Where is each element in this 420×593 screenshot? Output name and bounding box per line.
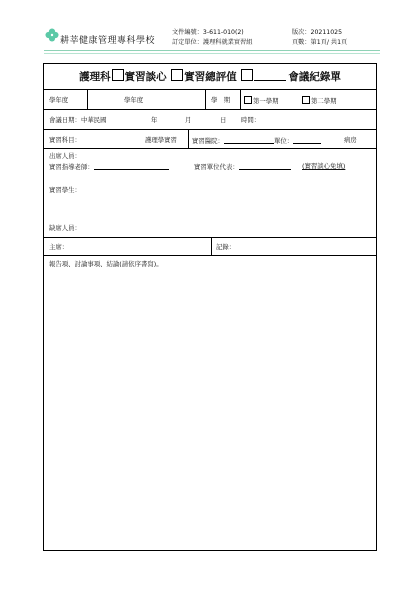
issuing-unit: 訂定單位：護理科就業實習組 xyxy=(172,39,253,46)
doc-meta-left xyxy=(172,28,252,48)
doc-number: 文件編號：3-611-010(2) xyxy=(172,29,244,36)
day-unit: 日 xyxy=(220,116,227,124)
document-header xyxy=(0,0,420,60)
doc-pages: 頁數：第1頁/ 共1頁 xyxy=(292,39,348,46)
attendees-block xyxy=(44,149,376,238)
unit-label: 單位： xyxy=(273,137,294,145)
students-label: 實習學生： xyxy=(49,186,81,194)
header-divider-light xyxy=(44,53,380,54)
report-label: 報告項、討論事項、結論(請依序書寫)。 xyxy=(49,260,163,268)
semester-option-second[interactable] xyxy=(302,96,337,105)
cell-divider xyxy=(188,130,189,148)
second-semester-label: 第二學期 xyxy=(311,97,337,105)
subject-row xyxy=(44,130,376,149)
meeting-date-row xyxy=(44,110,376,130)
unit-rep-field xyxy=(194,162,291,171)
title-record: 會議紀錄單 xyxy=(288,71,341,83)
cell-divider xyxy=(211,238,212,255)
title-blank[interactable] xyxy=(254,71,286,81)
semester-label: 學 期 xyxy=(211,96,231,104)
hospital-label: 實習醫院： xyxy=(192,137,224,145)
unit-rep-blank[interactable] xyxy=(239,162,291,170)
doc-meta-right xyxy=(292,28,347,48)
cell-divider xyxy=(87,90,88,109)
academic-year-label: 學年度 xyxy=(49,96,69,104)
recorder-label: 記錄： xyxy=(216,243,236,251)
first-semester-label: 第一學期 xyxy=(253,97,279,105)
title-checkbox-other[interactable] xyxy=(241,69,253,81)
teacher-field xyxy=(49,162,169,171)
cell-divider xyxy=(240,90,241,109)
time-label: 時間： xyxy=(241,116,261,124)
absent-label: 缺席人員： xyxy=(49,224,81,232)
clover-logo-icon xyxy=(45,28,59,42)
teacher-label: 實習指導老師： xyxy=(49,163,94,171)
hospital-blank[interactable] xyxy=(224,136,274,144)
ward-label: 病房 xyxy=(344,136,357,144)
meeting-record-form xyxy=(43,63,377,551)
unit-rep-label: 實習單位代表： xyxy=(194,163,239,171)
year-unit: 年 xyxy=(151,116,158,124)
form-title-row xyxy=(44,64,376,90)
school-name: 耕莘健康管理專科學校 xyxy=(60,36,156,46)
chair-label: 主席： xyxy=(49,243,69,251)
title-option-talk: 實習談心 xyxy=(124,71,167,83)
cell-divider xyxy=(205,90,206,109)
checkbox-first-semester[interactable] xyxy=(244,96,252,104)
meeting-date-label: 會議日期：中華民國 xyxy=(49,116,107,124)
attendees-label: 出席人員： xyxy=(49,152,81,160)
semester-option-first[interactable] xyxy=(244,96,279,105)
unit-blank[interactable] xyxy=(293,136,321,144)
form-title xyxy=(44,64,376,90)
subject-label: 實習科目： xyxy=(49,136,81,144)
academic-year-row xyxy=(44,90,376,110)
doc-version: 版次：20211025 xyxy=(292,29,343,36)
hospital-field xyxy=(192,136,321,145)
teacher-blank[interactable] xyxy=(94,162,169,170)
checkbox-second-semester[interactable] xyxy=(302,96,310,104)
subject-value: 護理學實習 xyxy=(145,136,177,144)
title-option-evaluation: 實習總評值 xyxy=(184,71,237,83)
title-checkbox-talk[interactable] xyxy=(112,69,124,81)
chair-row xyxy=(44,238,376,256)
academic-year-field[interactable]: 學年度 xyxy=(124,96,144,104)
header-divider xyxy=(44,50,380,51)
title-dept: 護理科 xyxy=(79,71,111,83)
title-checkbox-evaluation[interactable] xyxy=(171,69,183,81)
month-unit: 月 xyxy=(185,116,192,124)
unit-rep-note: (實習談心免填) xyxy=(302,162,346,170)
report-writing-area[interactable] xyxy=(44,270,376,550)
